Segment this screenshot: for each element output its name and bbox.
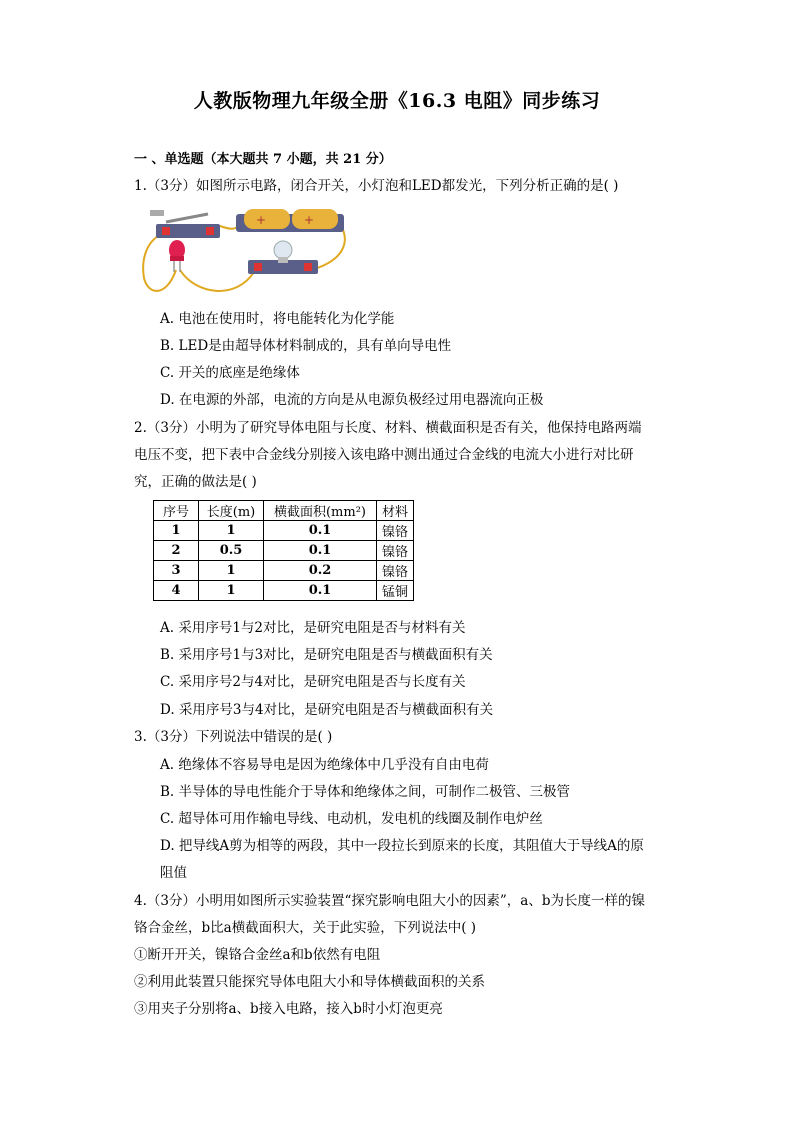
- alloy-data-table: [153, 500, 414, 601]
- q2-option-c: C. 采用序号2与4对比，是研究电阻是否与长度有关: [160, 674, 466, 690]
- table-cell: 0.1: [264, 541, 377, 561]
- q4-statement-3: ③用夹子分别将a、b接入电路，接入b时小灯泡更亮: [134, 1001, 443, 1017]
- table-row: [154, 521, 414, 541]
- wire: [143, 233, 176, 291]
- question-3-stem: 3.（3分）下列说法中错误的是( ): [134, 729, 333, 745]
- table-cell: 0.5: [199, 541, 264, 561]
- svg-text:+: +: [256, 213, 267, 227]
- question-1-stem: 1.（3分）如图所示电路，闭合开关，小灯泡和LED都发光，下列分析正确的是( ): [134, 178, 619, 194]
- battery: [244, 209, 290, 229]
- table-cell: 1: [199, 521, 264, 541]
- table-cell: 1: [199, 561, 264, 581]
- table-header-cell: 横截面积(mm²): [264, 501, 377, 521]
- q1-option-a: A. 电池在使用时，将电能转化为化学能: [160, 311, 395, 327]
- table-cell: 锰铜: [377, 581, 414, 601]
- q3-option-a: A. 绝缘体不容易导电是因为绝缘体中几乎没有自由电荷: [160, 757, 489, 773]
- question-2-stem-line3: 究，正确的做法是( ): [134, 474, 257, 490]
- table-cell: 镍铬: [377, 521, 414, 541]
- table-cell: 4: [154, 581, 199, 601]
- q2-option-b: B. 采用序号1与3对比，是研究电阻是否与横截面积有关: [160, 647, 493, 663]
- wire: [180, 270, 254, 291]
- q3-option-d: D. 把导线A剪为相等的两段，其中一段拉长到原来的长度，其阻值大于导线A的原: [160, 838, 644, 854]
- question-2-stem-line2: 电压不变，把下表中合金线分别接入该电路中测出通过合金线的电流大小进行对比研: [134, 447, 634, 463]
- q4-statement-2: ②利用此装置只能探究导体电阻大小和导体横截面积的关系: [134, 974, 485, 990]
- q3-option-b: B. 半导体的导电性能介于导体和绝缘体之间，可制作二极管、三极管: [160, 784, 571, 800]
- q2-option-d: D. 采用序号3与4对比，是研究电阻是否与横截面积有关: [160, 702, 494, 718]
- table-cell: 1: [154, 521, 199, 541]
- switch-lever: [166, 214, 208, 222]
- q1-option-d: D. 在电源的外部，电流的方向是从电源负极经过用电器流向正极: [160, 392, 544, 408]
- table-row: [154, 581, 414, 601]
- bulb: [274, 241, 292, 259]
- table-cell: 镍铬: [377, 561, 414, 581]
- q3-option-d-continued: 阻值: [160, 865, 187, 881]
- q3-option-c: C. 超导体可用作输电导线、电动机，发电机的线圈及制作电炉丝: [160, 811, 543, 827]
- question-4-stem-line2: 铬合金丝，b比a横截面积大，关于此实验，下列说法中( ): [134, 920, 477, 936]
- section-heading: 一 、单选题（本大题共 7 小题，共 21 分）: [134, 152, 392, 167]
- circuit-figure: [136, 200, 351, 300]
- table-cell: 0.2: [264, 561, 377, 581]
- table-header-cell: 长度(m): [199, 501, 264, 521]
- page-title: 人教版物理九年级全册《16.3 电阻》同步练习: [193, 90, 601, 112]
- table-cell: 0.1: [264, 581, 377, 601]
- q4-statement-1: ①断开开关，镍铬合金丝a和b依然有电阻: [134, 947, 381, 963]
- q2-option-a: A. 采用序号1与2对比，是研究电阻是否与材料有关: [160, 620, 466, 636]
- battery: [292, 209, 338, 229]
- svg-text:+: +: [304, 213, 315, 227]
- table-cell: 2: [154, 541, 199, 561]
- q1-option-c: C. 开关的底座是绝缘体: [160, 365, 300, 381]
- question-4-stem-line1: 4.（3分）小明用如图所示实验装置“探究影响电阻大小的因素”，a、b为长度一样的镍: [134, 893, 645, 909]
- q1-option-b: B. LED是由超导体材料制成的，具有单向导电性: [160, 338, 452, 354]
- table-row: [154, 561, 414, 581]
- table-cell: 镍铬: [377, 541, 414, 561]
- table-header-row: [154, 501, 414, 521]
- table-row: [154, 541, 414, 561]
- table-cell: 1: [199, 581, 264, 601]
- table-header-cell: 材料: [377, 501, 414, 521]
- table-cell: 0.1: [264, 521, 377, 541]
- table-cell: 3: [154, 561, 199, 581]
- question-2-stem-line1: 2.（3分）小明为了研究导体电阻与长度、材料、横截面积是否有关，他保持电路两端: [134, 420, 642, 436]
- table-header-cell: 序号: [154, 501, 199, 521]
